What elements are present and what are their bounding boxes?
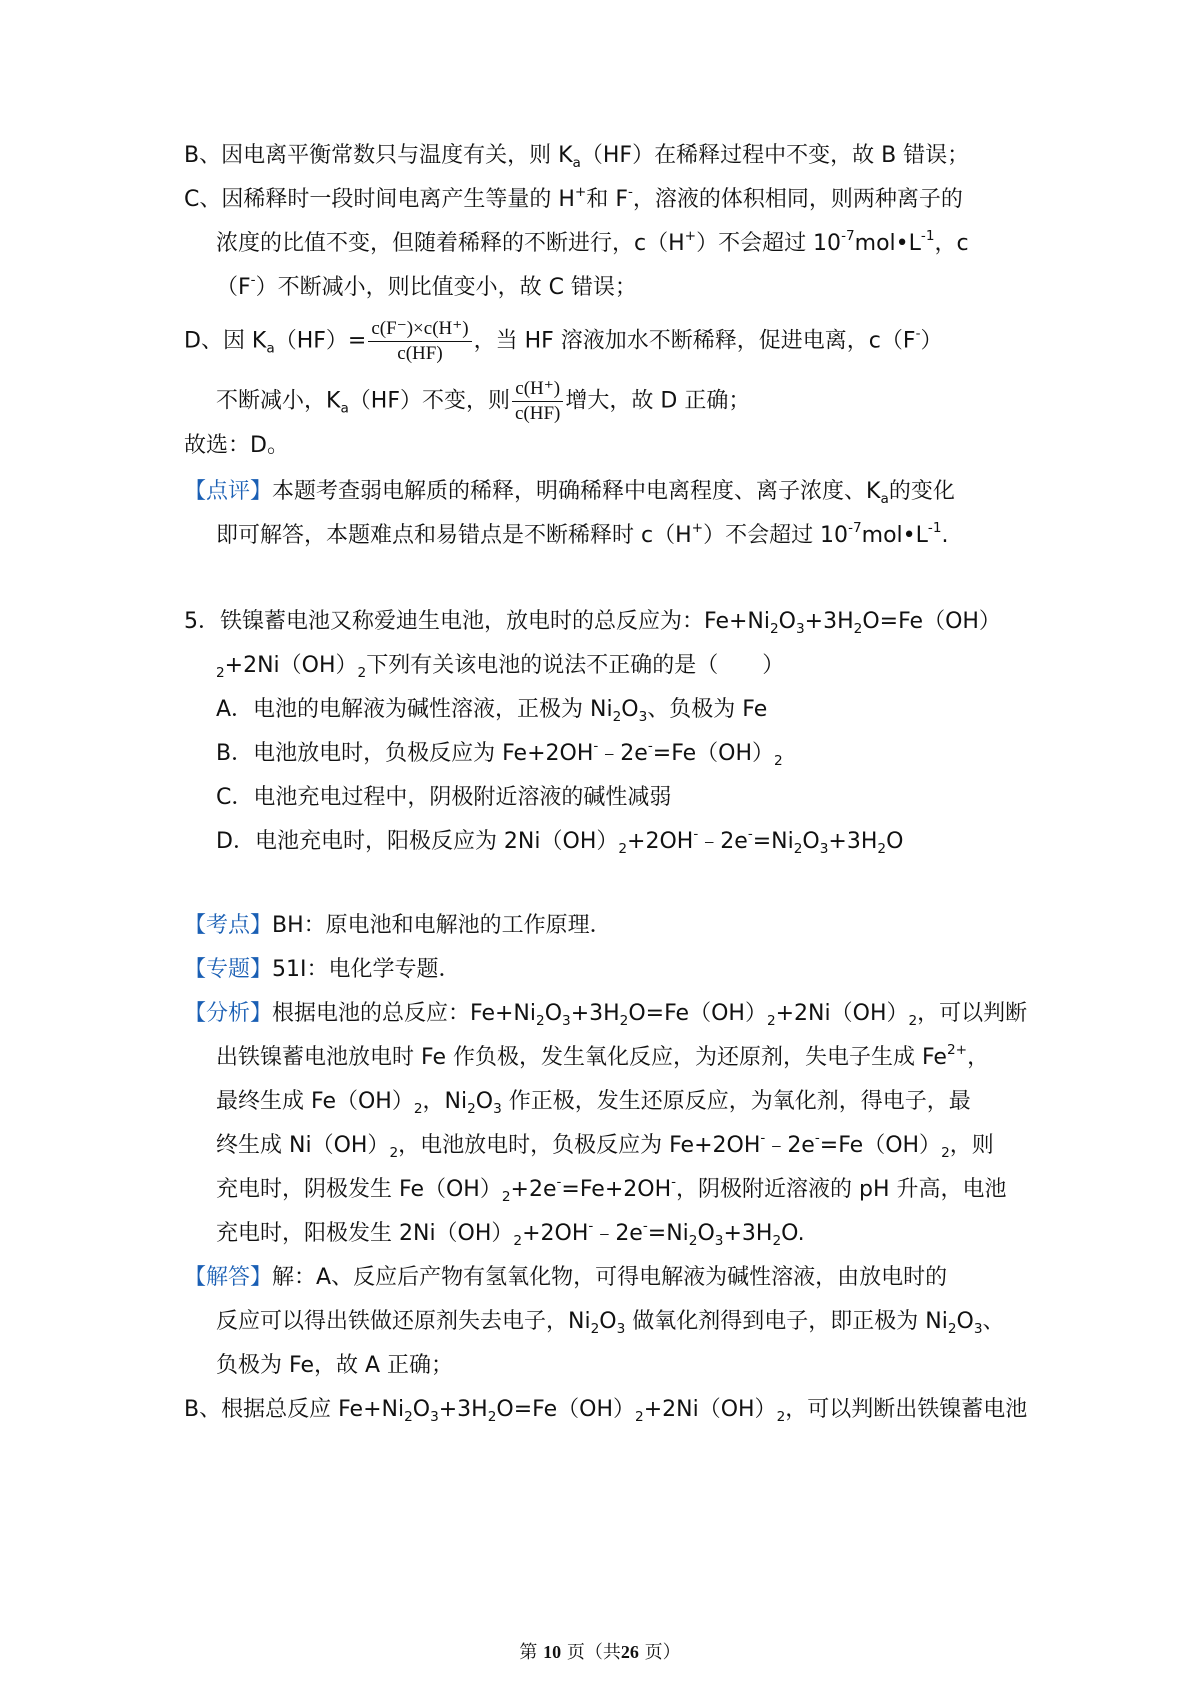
keypoint-tag: 【考点】: [184, 913, 273, 938]
topic-line: 【专题】51I：电化学专题．: [184, 957, 461, 982]
analysis-c-line3: （F-）不断减小，则比值变小，故 C 错误；: [216, 271, 637, 300]
analysis-tag: 【分析】: [184, 1001, 273, 1026]
solution-line2: 反应可以得出铁做还原剂失去电子，$Ni_2O_3$ 做氧化剂得到电子，即正极为 $Ni_2O_3$、: [216, 1309, 1005, 1337]
option-c: C．电池充电过程中，阴极附近溶液的碱性减弱: [216, 785, 672, 810]
ka-fraction: $\frac{c(F^-)\times c(H^+)}{c(HF)}$: [368, 319, 471, 364]
comment-line1: 【点评】本题考查弱电解质的稀释，明确稀释中电离程度、离子浓度、$K_a$的变化: [184, 479, 955, 507]
topic-tag: 【专题】: [184, 957, 273, 982]
page-total: 26: [620, 1642, 639, 1662]
analysis-line6: 充电时，阳极发生 $2Ni(OH)_2+2OH^-﹣2e^-=Ni_2O_3+3H_2O$.: [216, 1217, 805, 1249]
keypoint-line: 【考点】BH：原电池和电解池的工作原理．: [184, 913, 612, 938]
analysis-line1: 【分析】根据电池的总反应：$Fe+Ni_2O_3+3H_2O=Fe(OH)_2+2Ni(OH)_2$，可以判断: [184, 1001, 1028, 1029]
ratio-fraction: $\frac{c(H^+)}{c(HF)}$: [512, 379, 563, 424]
question-5-line2: $_2+2Ni(OH)_2$下列有关该电池的说法不正确的是（ ）: [216, 653, 785, 681]
page-footer: 第 10 页（共26 页）: [519, 1642, 681, 1663]
analysis-d-line1: D、因 $K_a(HF)=$ $\frac{c(F^-)\times c(H^+)}{c(HF)}$ ，当 HF 溶液加水不断稀释，促进电离，c（F-）: [184, 318, 943, 364]
question-5-line1: 5．铁镍蓄电池又称爱迪生电池，放电时的总反应为：$Fe+Ni_2O_3+3H_2O=Fe(OH)$: [184, 609, 1001, 637]
comment-line2: 即可解答，本题难点和易错点是不断稀释时 c（H+）不会超过 $10^{-7}mol•L^{-1}$.: [216, 519, 949, 548]
analysis-c-line1: C、因稀释时一段时间电离产生等量的 H+和 F-，溶液的体积相同，则两种离子的: [184, 183, 963, 212]
page-number: 10: [543, 1642, 562, 1662]
comment-tag: 【点评】: [184, 479, 273, 504]
analysis-c-line2: 浓度的比值不变，但随着稀释的不断进行，c（H+）不会超过 $10^{-7}mol•L^{-1}$，c: [216, 227, 969, 256]
solution-line1: 【解答】解：A、反应后产物有氢氧化物，可得电解液为碱性溶液，由放电时的: [184, 1265, 948, 1290]
analysis-b: B、因电离平衡常数只与温度有关，则 $K_a(HF)$在稀释过程中不变，故 B 错误；: [184, 143, 970, 171]
solution-line4: B、根据总反应 $Fe+Ni_2O_3+3H_2O=Fe(OH)_2+2Ni(OH)_2$，可以判断出铁镍蓄电池: [184, 1397, 1028, 1425]
analysis-d-line2: 不断减小，$K_a(HF)$不变，则 $\frac{c(H^+)}{c(HF)}$ 增大，故 D 正确；: [216, 378, 751, 424]
solution-line3: 负极为 Fe，故 A 正确；: [216, 1353, 454, 1378]
analysis-line2: 出铁镍蓄电池放电时 Fe 作负极，发生氧化反应，为还原剂，失电子生成 $Fe^{2+}$，: [216, 1041, 990, 1070]
analysis-line3: 最终生成 $Fe(OH)_2$，$Ni_2O_3$ 作正极，发生还原反应，为氧化剂，得电子，最: [216, 1089, 971, 1117]
option-d: D．电池充电时，阳极反应为 $2Ni(OH)_2+2OH^-﹣2e^-=Ni_2O_3+3H_2O$: [216, 825, 904, 857]
option-b: B．电池放电时，负极反应为 $Fe+2OH^-﹣2e^-=Fe(OH)_2$: [216, 737, 783, 769]
solution-tag: 【解答】: [184, 1265, 273, 1290]
option-a: A．电池的电解液为碱性溶液，正极为 $Ni_2O_3$、负极为 Fe: [216, 697, 768, 725]
analysis-line4: 终生成 $Ni(OH)_2$，电池放电时，负极反应为 $Fe+2OH^-﹣2e^-=Fe(OH)_2$，则: [216, 1129, 994, 1161]
answer-line: 故选：D。: [184, 433, 289, 458]
analysis-line5: 充电时，阴极发生 $Fe(OH)_2+2e^-=Fe+2OH^-$，阴极附近溶液的 pH 升高，电池: [216, 1173, 1007, 1205]
